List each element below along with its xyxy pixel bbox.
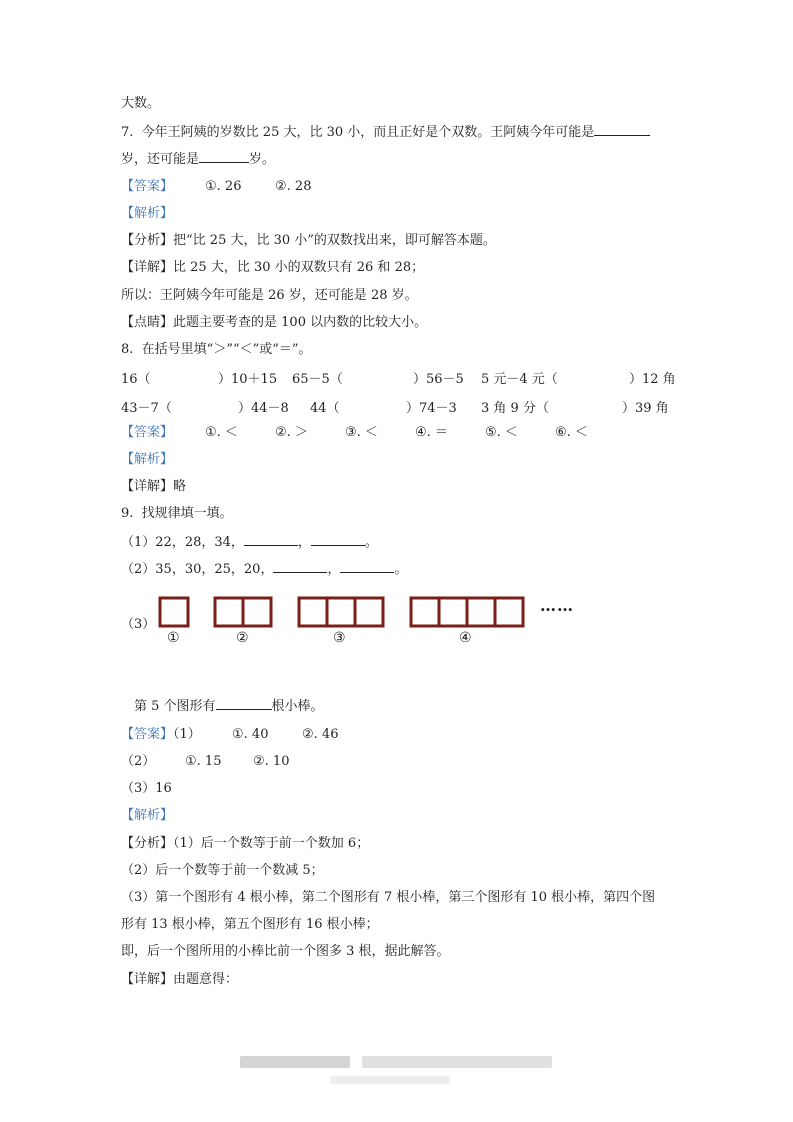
analysis-tag: 【解析】 — [121, 206, 174, 221]
answer-row: 【答案】（1） — [121, 727, 201, 742]
blurred-text — [330, 1076, 450, 1084]
answer-row: （2） — [121, 754, 156, 769]
answer-item: ①. 26 — [205, 179, 242, 194]
question-7-line2: 岁，还可能是 岁。 — [121, 152, 276, 167]
answer-item: ①. 15 — [185, 754, 222, 769]
question-9-part2: （2）35，30，25，20， ， 。 — [121, 562, 408, 577]
compare-left: 16（ — [121, 372, 151, 387]
answer-tag: 【答案】 — [121, 425, 174, 440]
analysis-line: （2）后一个数等于前一个数减 5； — [121, 863, 324, 878]
detail-line: 【详解】比 25 大，比 30 小的双数只有 26 和 28； — [121, 260, 425, 275]
question-9-title: 9. 找规律填一填。 — [121, 506, 233, 521]
answer-item: ⑤. ＜ — [485, 425, 518, 440]
question-8-title: 8. 在括号里填“＞”“＜”或“＝”。 — [121, 342, 312, 357]
question-9-part1: （1）22，28，34， ， 。 — [121, 535, 378, 550]
blurred-text — [240, 1056, 350, 1068]
figure-label-3: ③ — [333, 630, 346, 646]
answer-tag: 【答案】 — [121, 727, 174, 742]
detail-line: 【详解】略 — [121, 479, 187, 494]
text-line: 大数。 — [121, 96, 161, 111]
answer-item: ②. 46 — [302, 727, 339, 742]
matchstick-shape-4 — [411, 598, 523, 626]
answer-blank — [216, 697, 272, 710]
answer-item: ②. 28 — [275, 179, 312, 194]
analysis-line: 【分析】把“比 25 大，比 30 小”的双数找出来，即可解答本题。 — [121, 233, 496, 248]
answer-item: ②. ＞ — [275, 425, 308, 440]
compare-right: ）74－3 — [406, 401, 457, 416]
matchstick-shape-3 — [299, 598, 383, 626]
compare-right: ）39 角 — [622, 401, 669, 416]
figure-label-1: ① — [167, 630, 180, 646]
detail-line: 所以：王阿姨今年可能是 26 岁，还可能是 28 岁。 — [121, 288, 418, 303]
answer-row: （3）16 — [121, 781, 172, 796]
figure-label-2: ② — [236, 630, 249, 646]
compare-right: ）56－5 — [413, 372, 464, 387]
compare-left: 65－5（ — [292, 372, 343, 387]
analysis-line: （3）第一个图形有 4 根小棒，第二个图形有 7 根小棒，第三个图形有 10 根小棒，第四个图 — [121, 890, 656, 905]
compare-right: ）10＋15 — [218, 372, 278, 387]
question-9-part3-question: 第 5 个图形有 根小棒。 — [134, 699, 324, 714]
compare-right: ）12 角 — [629, 372, 676, 387]
ellipsis: …… — [540, 596, 574, 615]
figure-label-4: ④ — [459, 630, 472, 646]
blurred-text — [362, 1056, 552, 1068]
analysis-line: 形有 13 根小棒，第五个图形有 16 根小棒； — [121, 917, 379, 932]
compare-left: 43－7（ — [121, 401, 172, 416]
answer-item: ①. ＜ — [205, 425, 238, 440]
analysis-line: 即，后一个图所用的小棒比前一个图多 3 根，据此解答。 — [121, 944, 450, 959]
question-7-line1: 7. 今年王阿姨的岁数比 25 大，比 30 小，而且正好是个双数。王阿姨今年可能是 — [121, 123, 650, 142]
question-9-part3-label: （3） — [121, 617, 156, 632]
detail-line: 【详解】由题意得： — [121, 972, 239, 987]
answer-tag: 【答案】 — [121, 179, 174, 194]
answer-item: ①. 40 — [232, 727, 269, 742]
analysis-line: 【分析】（1）后一个数等于前一个数加 6； — [121, 836, 370, 851]
compare-left: 3 角 9 分（ — [481, 401, 549, 416]
answer-item: ⑥. ＜ — [555, 425, 588, 440]
answer-item: ④. ＝ — [415, 425, 448, 440]
compare-left: 44（ — [310, 401, 340, 416]
answer-item: ②. 10 — [253, 754, 290, 769]
compare-right: ）44－8 — [238, 401, 289, 416]
matchstick-shape-1 — [160, 598, 188, 626]
analysis-tag: 【解析】 — [121, 808, 174, 823]
compare-left: 5 元－4 元（ — [481, 372, 558, 387]
remark-line: 【点睛】此题主要考查的是 100 以内数的比较大小。 — [121, 315, 428, 330]
analysis-tag: 【解析】 — [121, 452, 174, 467]
matchstick-shape-2 — [215, 598, 271, 626]
answer-item: ③. ＜ — [345, 425, 378, 440]
